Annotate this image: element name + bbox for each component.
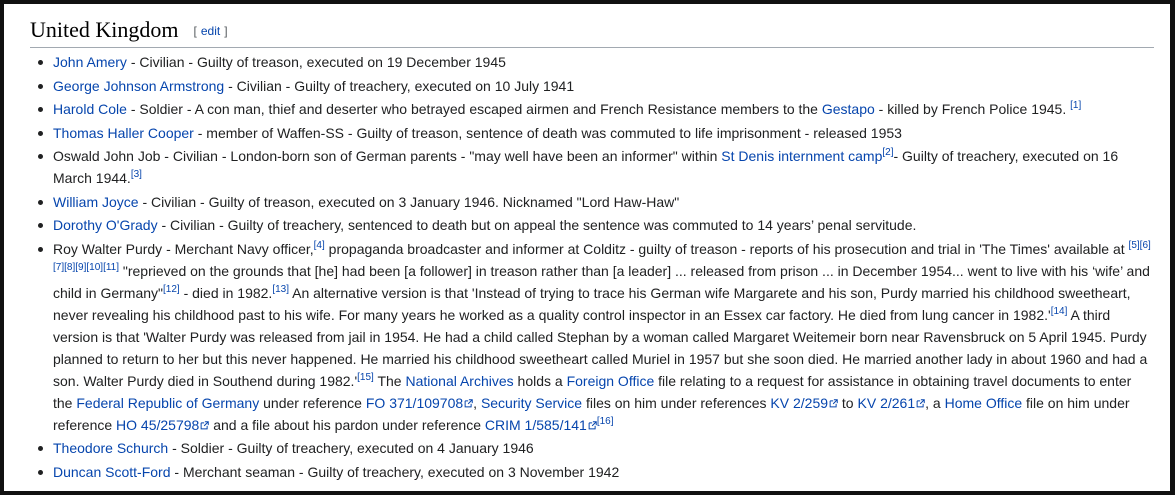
crim-1-585-141-link[interactable]: CRIM 1/585/141: [485, 417, 597, 433]
edit-section: [ edit ]: [193, 24, 228, 38]
item-text: - Civilian - Guilty of treachery, executed on 10 July 1941: [224, 77, 575, 94]
external-link-icon: [588, 421, 597, 430]
citation-link[interactable]: [1]: [1070, 100, 1082, 111]
external-link-icon: [829, 399, 838, 408]
citation-link[interactable]: [10]: [86, 261, 104, 273]
citation-link[interactable]: [16]: [596, 415, 614, 427]
kv-2-261-link[interactable]: KV 2/261: [858, 395, 926, 411]
item-text: - member of Waffen-SS - Guilty of treason, sentence of death was commuted to life imprisonment - released 1953: [193, 124, 902, 141]
list-item-harold-cole: [33, 98, 1151, 120]
citation-link[interactable]: [4]: [313, 239, 325, 251]
list-item-thomas-cooper: [33, 122, 1151, 144]
item-text: - Soldier - A con man, thief and deserter who betrayed escaped airmen and French Resistance members to the: [126, 101, 822, 117]
national-archives-link[interactable]: National Archives: [405, 372, 514, 389]
person-link-theodore-schurch[interactable]: Theodore Schurch: [53, 440, 169, 456]
external-link-icon: [916, 399, 925, 408]
federal-republic-germany-link[interactable]: Federal Republic of Germany: [76, 394, 260, 411]
external-link-icon: [464, 399, 473, 408]
citation-link[interactable]: [2]: [882, 147, 894, 158]
item-text: - Civilian - Guilty of treason, executed on 3 January 1946. Nicknamed "Lord Haw-Haw": [138, 193, 680, 210]
item-text: - Soldier - Guilty of treachery, executed on 4 January 1946: [168, 440, 534, 456]
person-name-roy-purdy: Roy Walter Purdy: [53, 240, 163, 257]
list-item-dorothy-ogrady: [33, 214, 1151, 236]
citation-link[interactable]: [5]: [1128, 239, 1140, 251]
item-text: - Civilian - Guilty of treachery, sentenced to death but on appeal the sentence was commuted to 14 years’ penal servitude.: [157, 217, 917, 233]
item-text: - Merchant seaman - Guilty of treachery, executed on 3 November 1942: [170, 463, 620, 480]
external-link-icon: [200, 421, 209, 430]
person-name-oswald-job: Oswald John Job: [53, 148, 161, 164]
person-link-dorothy-ogrady[interactable]: Dorothy O'Grady: [53, 217, 158, 233]
citation-link[interactable]: [3]: [130, 169, 142, 180]
citation-link[interactable]: [15]: [357, 371, 374, 383]
person-link-duncan-scott-ford[interactable]: Duncan Scott-Ford: [53, 463, 171, 480]
section-heading: [30, 17, 1154, 48]
kv-2-259-link[interactable]: KV 2/259: [770, 395, 838, 411]
section-title: United Kingdom: [30, 17, 179, 42]
list-item-oswald-job: [33, 145, 1151, 189]
fo-371-109708-link[interactable]: FO 371/109708: [366, 395, 473, 411]
st-denis-camp-link[interactable]: St Denis internment camp: [721, 148, 883, 164]
citation-link[interactable]: [9]: [75, 261, 87, 273]
citation-link[interactable]: [12]: [163, 283, 180, 295]
list-item-roy-purdy: Roy Walter Purdy - Merchant Navy officer,[4] propaganda broadcaster and informer at Colditz - guilty of treason - reports of his prosecution and trial in 'The Times' available at [5][6][7][8][9][10][11] "reprieved on the grounds that [he] had been [a follower] in treason rather than [a leader] ... released from prison ... in December 1954... went to live with his ‘wife’ and child in Germany"[12] - died in 1982.[13] An alternative version is that 'Instead of trying to trace his German wife Margarete and his son, Purdy married his childhood sweetheart, never revealing his childhood past to his wife. For many years he worked as a quality control inspector in an Essex car factory. He died from lung cancer in 1982.'[14] A third version is that 'Walter Purdy was released from jail in 1954. He had a child called Stephan by a woman called Margaret Weitemeir born near Ravensbruck on 5 April 1945. Purdy planned to return to her but this never happened. He married his childhood sweetheart called Muriel in 1957 but she soon died. He married another lady in about 1960 and had a son. Walter Purdy died in Southend during 1982.'[15] The National Archives holds a Foreign Office file relating to a request for assistance in obtaining travel documents to enter the Federal Republic of Germany under reference FO 371/109708 , Security Service files on him under references KV 2/259 to KV 2/261 , a Home Office file on him under reference HO 45/25798 and a file about his pardon under reference CRIM 1/585/141 [16]: [33, 238, 1151, 436]
edit-link[interactable]: edit: [200, 24, 221, 38]
person-link-thomas-cooper[interactable]: Thomas Haller Cooper: [53, 124, 194, 141]
ho-45-25798-link[interactable]: HO 45/25798: [116, 417, 209, 433]
person-link-william-joyce[interactable]: William Joyce: [53, 193, 139, 210]
item-text: - Guilty of treachery, executed on 16 March 1944.: [53, 148, 1119, 186]
person-list: [33, 51, 1151, 484]
list-item-john-amery: [33, 51, 1151, 73]
security-service-link[interactable]: Security Service: [480, 394, 583, 411]
person-link-george-armstrong[interactable]: George Johnson Armstrong: [53, 77, 225, 94]
list-item-william-joyce: [33, 191, 1151, 213]
list-item-george-armstrong: [33, 75, 1151, 97]
citation-link[interactable]: [14]: [1050, 305, 1068, 317]
home-office-link[interactable]: Home Office: [944, 394, 1023, 411]
item-text: - killed by French Police 1945.: [874, 101, 1071, 117]
person-link-john-amery[interactable]: John Amery: [53, 54, 127, 70]
list-item-duncan-scott-ford: [33, 461, 1151, 483]
person-link-harold-cole[interactable]: Harold Cole: [53, 101, 127, 117]
citation-link[interactable]: [11]: [103, 261, 119, 273]
citation-link[interactable]: [8]: [64, 261, 76, 273]
citation-link[interactable]: [13]: [272, 283, 290, 295]
citation-link[interactable]: [7]: [53, 261, 65, 273]
foreign-office-link[interactable]: Foreign Office: [566, 372, 655, 389]
item-text: - Civilian - Guilty of treason, executed on 19 December 1945: [126, 54, 506, 70]
list-item-theodore-schurch: [33, 437, 1151, 459]
gestapo-link[interactable]: Gestapo: [821, 101, 875, 117]
item-text: - Civilian - London-born son of German parents - "may well have been an informer" within: [160, 148, 722, 164]
citation-link[interactable]: [6]: [1139, 239, 1151, 251]
